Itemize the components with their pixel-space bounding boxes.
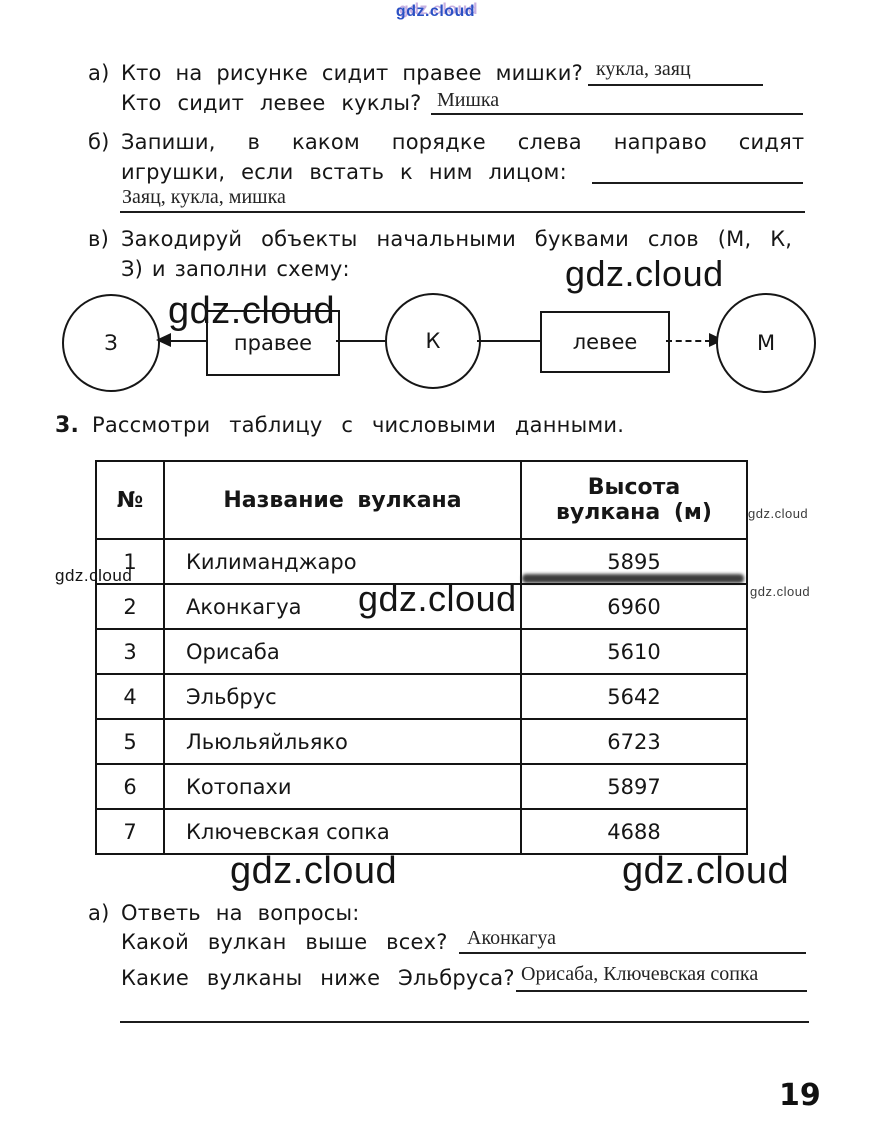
watermark-diagram-right: gdz.cloud (565, 253, 724, 294)
scan-artifact (522, 574, 744, 583)
cell-name: Орисаба (164, 629, 521, 674)
volcano-table (95, 460, 748, 855)
cell-num: 3 (96, 629, 164, 674)
question-2: Какие вулканы ниже Эльбруса? (121, 966, 515, 990)
table-row (96, 674, 747, 719)
watermark-bottom-right: gdz.cloud (622, 850, 790, 892)
table-header-row (96, 461, 747, 539)
cell-height: 4688 (521, 809, 747, 854)
watermark-table-center: gdz.cloud (358, 578, 517, 619)
page-number: 19 (779, 1078, 821, 1113)
cell-num: 4 (96, 674, 164, 719)
connector-dashed-line (666, 340, 711, 342)
watermark-diagram-left: gdz.cloud (168, 290, 336, 332)
task-v-line-2: З) и заполни схему: (121, 257, 350, 281)
cell-num: 2 (96, 584, 164, 629)
task-3-number: 3. (55, 413, 80, 438)
table-row (96, 629, 747, 674)
connector-line (477, 340, 540, 342)
cell-num: 7 (96, 809, 164, 854)
diagram-circle-z: З (62, 294, 160, 392)
task-b-answer: Заяц, кукла, мишка (122, 186, 286, 208)
watermark-table-right-2: gdz.cloud (750, 584, 811, 599)
task-v-line-1: Закодируй объекты начальными буквами слов (М, К, (121, 227, 793, 251)
task-3-title: Рассмотри таблицу с числовыми данными. (92, 413, 625, 437)
task-v-label: в) (88, 227, 109, 251)
watermark-table-left: gdz.cloud (55, 566, 133, 585)
task-b-line-1: Запиши, в каком порядке слева направо сидят (121, 130, 805, 154)
task-a-answer-1: кукла, заяц (596, 58, 691, 80)
cell-height: 6723 (521, 719, 747, 764)
arrow-left-icon (156, 333, 171, 347)
task-a-question-1: Кто на рисунке сидит правее мишки? (121, 61, 583, 85)
header-height (521, 461, 747, 539)
diagram-box-levee: левее (540, 311, 670, 373)
header-num: № (96, 461, 164, 539)
cell-height: 5642 (521, 674, 747, 719)
answer-line (588, 84, 763, 86)
question-1-answer: Аконкагуа (467, 927, 556, 949)
task-b-line-2: игрушки, если встать к ним лицом: (121, 160, 567, 184)
question-1: Какой вулкан выше всех? (121, 930, 448, 954)
table-row (96, 764, 747, 809)
cell-height: 5610 (521, 629, 747, 674)
diagram-circle-m: М (716, 293, 816, 393)
cell-name: Эльбрус (164, 674, 521, 719)
header-name: Название вулкана (164, 461, 521, 539)
table-row (96, 809, 747, 854)
header-height-line1: Высота (587, 475, 681, 500)
answer-line (431, 113, 803, 115)
task-a-question-2: Кто сидит левее куклы? (121, 91, 422, 115)
answer-line (592, 182, 803, 184)
cell-name: Аконкагуа (164, 584, 521, 629)
cell-name: Килиманджаро (164, 539, 521, 584)
connector-line (336, 340, 385, 342)
task-b-label: б) (88, 130, 110, 154)
question-2-answer: Орисаба, Ключевская сопка (521, 963, 759, 985)
cell-height: 6960 (521, 584, 747, 629)
diagram-circle-k: К (385, 293, 481, 389)
cell-num: 5 (96, 719, 164, 764)
answer-line (120, 211, 805, 213)
table-row (96, 719, 747, 764)
questions-label: а) (88, 901, 110, 925)
watermark-top: gdz.cloud (395, 3, 476, 20)
task-a-answer-2: Мишка (437, 89, 500, 111)
cell-name: Льюльяйльяко (164, 719, 521, 764)
connector-line (170, 340, 207, 342)
header-height-line2: вулкана (м) (556, 500, 712, 525)
diagram-box-pravee: правее (206, 310, 340, 376)
cell-name: Котопахи (164, 764, 521, 809)
watermark-table-right-1: gdz.cloud (748, 506, 809, 521)
task-a-label: а) (88, 61, 110, 85)
cell-name: Ключевская сопка (164, 809, 521, 854)
watermark-bottom-left: gdz.cloud (230, 850, 398, 892)
cell-num: 6 (96, 764, 164, 809)
cell-num: 1 (96, 539, 164, 584)
answer-line (516, 990, 807, 992)
cell-height: 5895 (521, 539, 747, 584)
questions-intro: Ответь на вопросы: (121, 901, 360, 925)
answer-line (120, 1021, 809, 1023)
cell-height: 5897 (521, 764, 747, 809)
answer-line (459, 952, 806, 954)
